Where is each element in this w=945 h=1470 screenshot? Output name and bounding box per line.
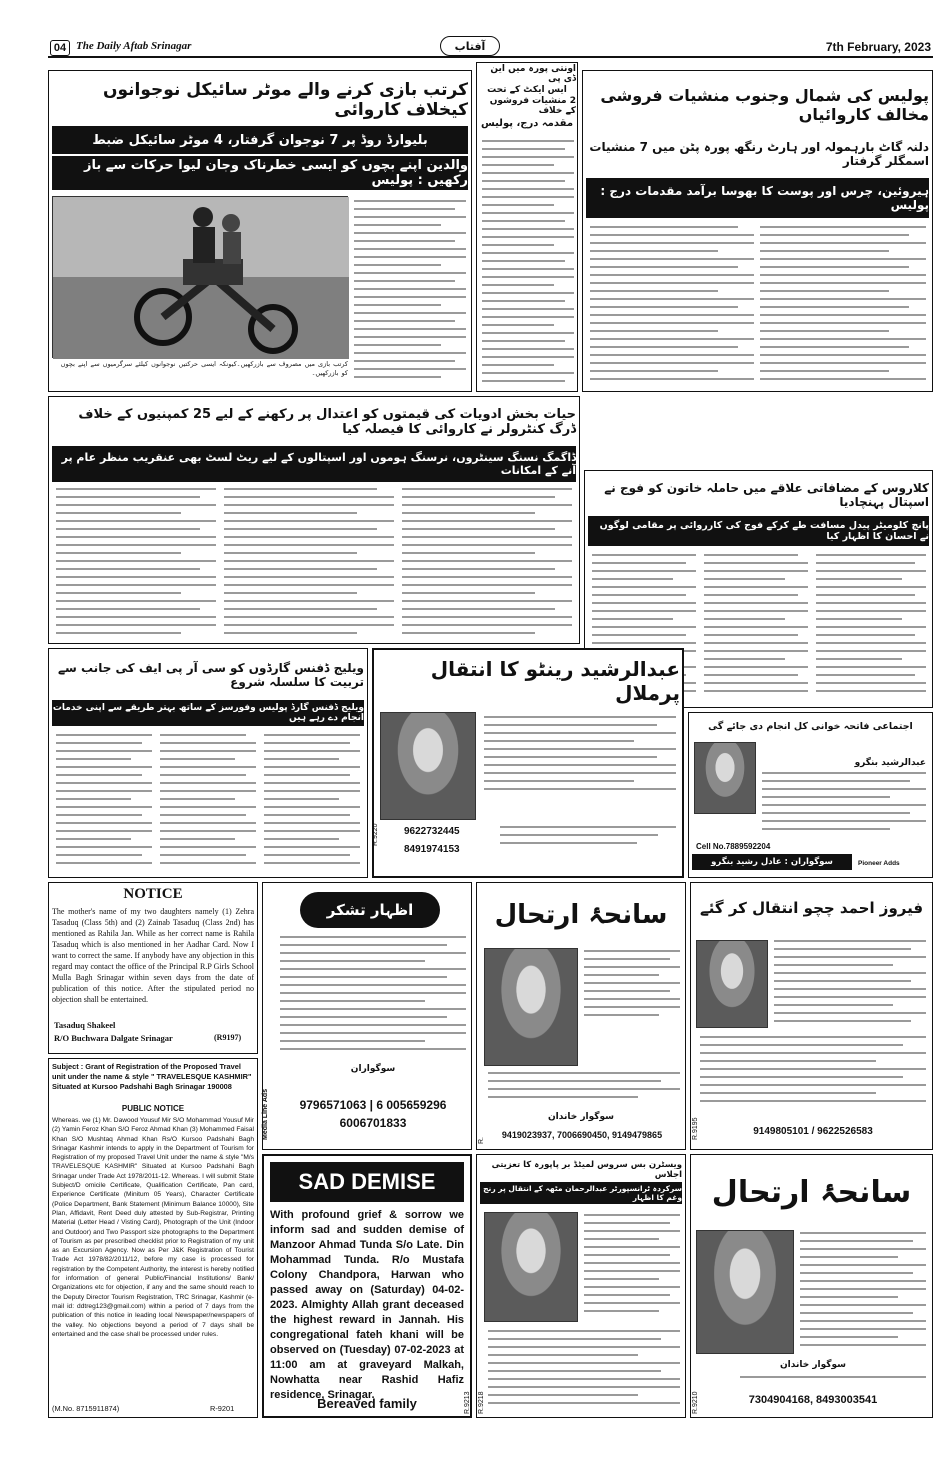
feroz-body-bottom <box>700 1036 926 1114</box>
rasheed-phone-2: 8491974153 <box>404 844 460 855</box>
motorcycle-icon <box>53 197 349 359</box>
western-title-1: ویسٹرن بس سروس لمیٹڈ بر پاپورہ کا تعزیتی اجلاس <box>480 1158 682 1180</box>
feroz-phones: 9149805101 / 9622526583 <box>753 1126 873 1137</box>
notice-address: R/O Buchwara Dalgate Srinagar <box>54 1033 173 1043</box>
army-help-headline: کلاروس کے مضافاتی علاقے میں حاملہ خاتون کو فوج نے اسپتال پہنچادیا <box>588 476 929 514</box>
public-notice-mobile: (M.No. 8715911874) <box>52 1404 120 1413</box>
sanha-1-body <box>584 950 680 1030</box>
vdg-body-col-1 <box>56 734 152 874</box>
sanha-1-rcode: R. <box>478 1137 485 1144</box>
stunt-body-text <box>354 200 466 390</box>
army-help-body-col-3 <box>816 554 926 702</box>
sanha-2-phones: 7304904168, 8493003541 <box>748 1394 878 1406</box>
public-notice-subject: Subject : Grant of Registration of the Proposed Travel unit under the name & style " TRAVELESQUE KASHMIR" Situated at Kursoo Padshahi Bagh Srinagar 190008 <box>52 1062 252 1092</box>
public-notice-rcode: R-9201 <box>210 1404 235 1413</box>
sanha-2-body <box>800 1232 926 1352</box>
fateha-name: عبدالرشید بنگرو <box>854 758 926 768</box>
awantipora-headline-4: مقدمہ درج، پولیس <box>480 117 574 129</box>
vdg-subheadline: ویلیج ڈفنس گارڈ پولیس وفورسز کے ساتھ بہتر طریقے سے اپنی خدمات انجام دے رہے ہیں <box>52 700 364 726</box>
feroz-portrait <box>696 940 768 1028</box>
izhar-credit: Media Line Ads <box>262 1088 269 1140</box>
fateha-body <box>762 772 926 840</box>
stunt-subheadline-1: بلیوارڈ روڈ پر 7 نوجوان گرفتار، 4 موٹر سائیکل ضبط <box>52 126 468 154</box>
paper-name: The Daily Aftab Srinagar <box>76 40 192 52</box>
stunt-photo <box>52 196 348 358</box>
army-help-subheadline: پانچ کلومیٹر پیدل مسافت طے کرکے فوج کی کارروائی پر مقامی لوگوں نے احسان کا اظہار کیا <box>588 516 929 546</box>
vdg-body-col-3 <box>264 734 360 874</box>
sanha-2-title: سانحۂ ارتحال <box>711 1174 912 1210</box>
sanha-2-rcode: R.9210 <box>692 1391 699 1414</box>
awantipora-headline-2: ایس ایکٹ کے تحت <box>487 85 567 95</box>
public-notice-body: Whereas. we (1) Mr. Dawood Yousuf Mir S/O Mohammad Yousuf Mir (2) Yamin Feroz Khan S/O Feroz Ahmad Khan (3) Mohammed Faisal Khan S/O Mushtaq Ahmad Khan Rs/O Kursoo Padshahi Bagh Srinagar Kashmir intends to apply in the Department of Tourism for Registration of my proposed Travel Unit under the name & style "M/s TRAVELESQUE KASHMIR" Situated at Kursoo Padshahi Bagh Srinagar under Trade Act 1978/2011-12. Whereas. I will submit State Subject/D omicile Certificate, Qualification Certificate, Pan card, Experience Certificate (Minitum 05 Years), Character Certificate (Police Department, Bank Statement (Minimum Balance 10000), Site Plan, Affidavit, Rent Deed duly attested by Sub-Registrar, Printing Material (Letter Head / Visting Card), Photograph of the Unit (Indoor and Outdoor) and Two Passport size photographs to the Department of Tourism as per prescribed checklist prior to Registration of my unit as an Excursion Agency. Now as Per J&K Registration of Tourist Trade Act 1978/82/2011/12, before my case is processed for registration by the Competent Authority, the interest is hereby notified for information of general Public/Financial Institutions/ Bank/ Organizations etc for objection, if any and the same should reach to the Deputy Director Tourism Registration, TRC Srinagar, Kashmir (e-mail id: ddtreg123@gmail.com) within a period of 7 days from the publication of this notice in leading local Newspaper/newspapers of the valley. No objections beyond a period of 7 days shall be entertained and the case shall be processed under rules. <box>52 1117 254 1338</box>
notice-signatory: Tasaduq Shakeel <box>54 1020 116 1030</box>
rasheed-ad-title: عبدالرشید رینٹو کا انتقال پرملال <box>430 657 680 705</box>
feroz-rcode: R.9195 <box>692 1117 699 1140</box>
sanha-2-portrait <box>696 1230 794 1354</box>
sanha-1-portrait <box>484 948 578 1066</box>
sanha-1-mourners: سوگوار خاندان <box>548 1112 614 1122</box>
rasheed-ad-footer-text <box>500 826 676 870</box>
drug-controller-headline: حیات بخش ادویات کی قیمتوں کو اعتدال پر رکھنے کے لیے 25 کمپنیوں کے خلاف ڈرگ کنٹرولر نے کاروائی کا فیصلہ کیا <box>52 400 576 444</box>
page-number: 04 <box>50 40 70 56</box>
sad-demise-title: SAD DEMISE <box>270 1162 464 1202</box>
rasheed-phone-1: 9622732445 <box>404 826 460 837</box>
narcotics-body-text-right <box>760 226 926 388</box>
sad-demise-footer: Bereaved family <box>317 1396 417 1411</box>
fateha-mourners: سوگواران : عادل رشید بنگرو <box>692 854 852 870</box>
vdg-headline: ویلیج ڈفنس گارڈوں کو سی آر پی ایف کی جانب سے تربیت کا سلسلہ شروع <box>52 652 364 698</box>
western-body-bottom <box>488 1330 680 1412</box>
izhar-phone-1: 9796571063 | 6 005659296 <box>299 1098 447 1112</box>
issue-date: 7th February, 2023 <box>825 40 931 54</box>
sanha-2-mourner-names <box>740 1376 926 1386</box>
paper-logo: آفتاب <box>440 36 500 56</box>
narcotics-body-text-left <box>590 226 754 388</box>
fateha-portrait <box>694 742 756 814</box>
fateha-title: اجتماعی فاتحہ خوانی کل انجام دی جائے گی <box>692 716 929 736</box>
izhar-title: اظہار تشکر <box>300 892 440 928</box>
fateha-credit: Pioneer Adds <box>858 860 900 867</box>
western-title-2: سرکردہ ٹرانسپورٹر عبدالرحمان مٹھہ کے انتقال پر رنج وغم کا اظہار <box>480 1182 682 1204</box>
western-portrait <box>484 1212 578 1322</box>
rasheed-ad-body <box>484 716 676 802</box>
drug-controller-body-col-1 <box>56 488 216 638</box>
sad-demise-body: With profound grief & sorrow we inform sad and sudden demise of Manzoor Ahmad Tunda S/o Late. Din Mohammad Tunda. R/o Mustafa Colony Chandpora, Harwan who passed away on (Saturday) 04-02-2023. Almighty Allah grant deceased the highest reward in Jannah. His congregational fateh khani will be observed on (Tuesday) 07-02-2023 at 11:00 am at graveyard Malkah, Nowhatta near Rashid Hafiz residence, Srinagar. <box>270 1209 464 1401</box>
vdg-body-col-2 <box>160 734 256 874</box>
stunt-photo-caption: کرتب بازی میں مصروف سے بازرکھیں۔کیونکہ ایسی حرکتیں نوجوانوں کیلئے سرگرمیوں سے اپنے بچوں کو بازرکھیں۔ <box>60 360 348 377</box>
izhar-mourners: سوگواران <box>350 1064 396 1074</box>
izhar-body <box>280 936 466 1056</box>
izhar-phone-2: 6006701833 <box>339 1116 407 1130</box>
narcotics-headline: پولیس کی شمال وجنوب منشیات فروشی مخالف کاروائیاں <box>586 80 929 130</box>
sanha-1-title: سانحۂ ارتحال <box>494 900 668 930</box>
awantipora-body-text <box>482 140 574 388</box>
western-rcode: R.9218 <box>478 1391 485 1414</box>
stunt-headline: کرتب بازی کرنے والے موٹر سائیکل نوجوانوں کیخلاف کاروائی <box>52 74 468 124</box>
drug-controller-subheadline: ڈاگمگ نسنگ سینٹروں، نرسنگ ہوموں اور اسپتالوں کے لیے ریٹ لسٹ بھی عنقریب منظر عام پر آنے کے امکانات <box>52 446 576 482</box>
western-body <box>584 1214 680 1324</box>
army-help-body-col-2 <box>704 554 808 702</box>
notice-body: The mother's name of my two daughters namely (1) Zehra Tasaduq (Class 5th) and (2) Zainab Tasaduq (Class 2nd) has mentioned as Rahila Jan. While as her correct name is Rahila Tasaduq which is also mentioned in her Aadhar Card. Now I want to correct the same. If anybody have any objection in this regard may contact the office of the Principal R.P Girls School Mulla Bagh Srinagar within seven days from the date of publication of this notice. After the stipulated period no objection shall be entertained. <box>52 907 254 1004</box>
sanha-1-phones: 9419023937, 7006690450, 9149479865 <box>501 1130 663 1140</box>
notice-title: NOTICE <box>123 886 183 902</box>
narcotics-subheadline-2: ہیروئین، چرس اور پوست کا بھوسا برآمد مقدمات درج : پولیس <box>586 178 929 218</box>
sanha-1-body-bottom <box>488 1072 680 1106</box>
feroz-title: فیروز احمد چچو انتقال کر گئے <box>699 899 924 917</box>
notice-rcode: (R9197) <box>214 1033 242 1042</box>
sanha-2-mourners: سوگوار خاندان <box>780 1360 846 1370</box>
fateha-cell: Cell No.7889592204 <box>696 842 771 851</box>
rasheed-rcode: R.9220 <box>372 823 379 846</box>
drug-controller-body-col-2 <box>224 488 394 638</box>
feroz-body <box>774 940 926 1032</box>
awantipora-headline-3: 2 منشیات فروشوں کے خلاف <box>489 96 576 116</box>
drug-controller-body-col-3 <box>402 488 572 638</box>
sad-demise-rcode: R.9213 <box>464 1391 471 1414</box>
rasheed-portrait <box>380 712 476 820</box>
stunt-subheadline-2: والدین اپنے بچوں کو ایسی خطرناک وجان لیوا حرکات سے باز رکھیں : پولیس <box>52 156 468 190</box>
narcotics-subheadline-1: دلنہ گاٹ بارہمولہ اور ہارٹ رنگھ پورہ پٹن میں 7 منشیات اسمگلر گرفتار <box>586 132 929 176</box>
public-notice-heading: PUBLIC NOTICE <box>121 1104 185 1113</box>
awantipora-headline-1: اونتی پورہ میں این ڈی پی <box>490 64 576 84</box>
